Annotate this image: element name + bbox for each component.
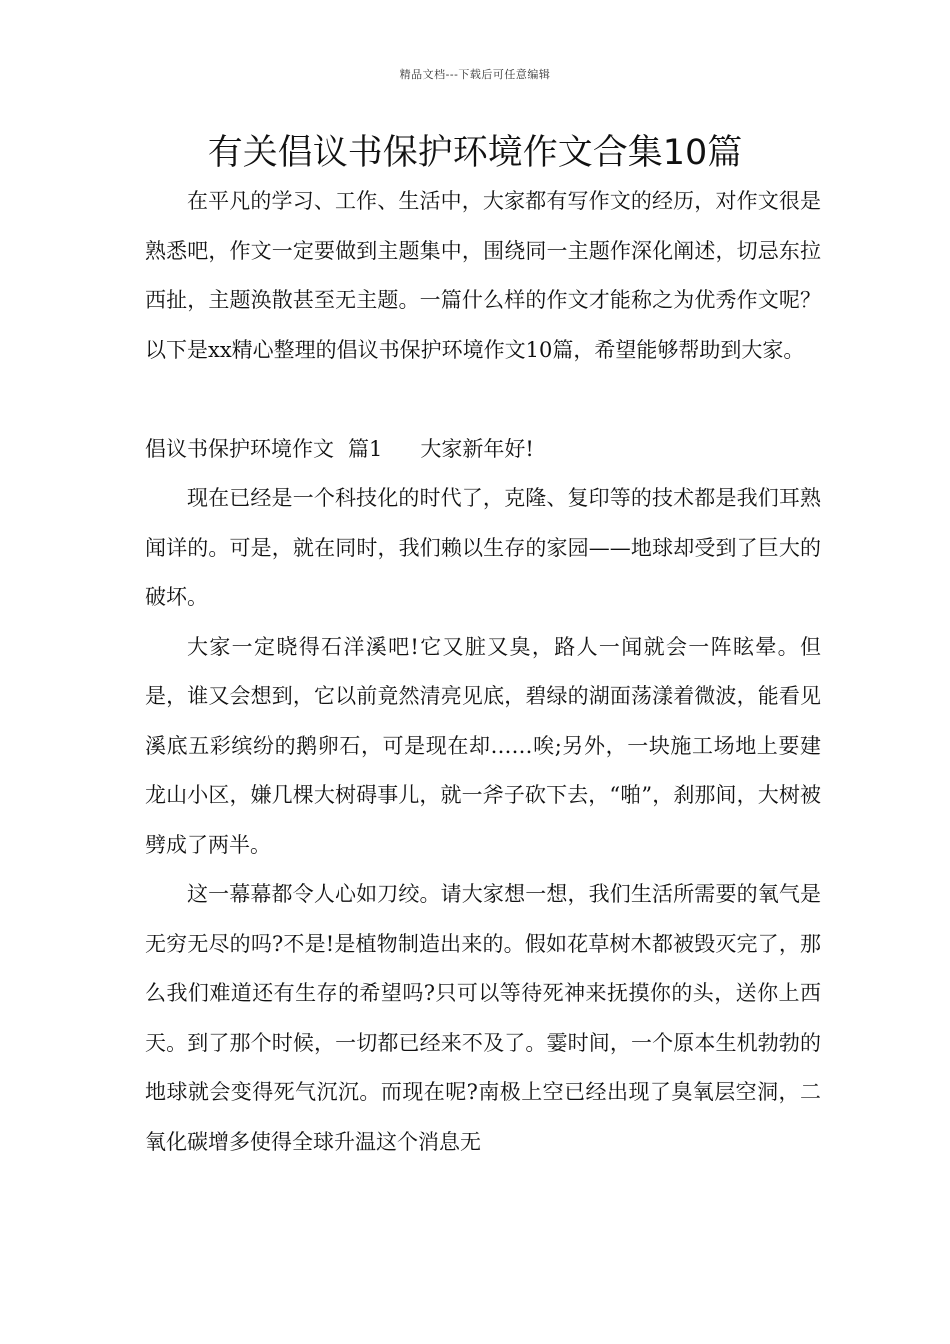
body-paragraph: 这一幕幕都令人心如刀绞。请大家想一想，我们生活所需要的氧气是无穷无尽的吗?不是!是植物制造出来的。假如花草树木都被毁灭完了，那么我们难道还有生存的希望吗?只可以等待死神来抚摸你的头，送你上西天。到了那个时候，一切都已经来不及了。霎时间，一个原本生机勃勃的地球就会变得死气沉沉。而现在呢?南极上空已经出现了臭氧层空洞，二氧化碳增多使得全球升温这个消息无 [145,882,821,1154]
header-note: 精品文档---下载后可任意编辑 [399,68,551,81]
section-number: 篇1 [348,436,383,461]
blank-line [145,375,821,425]
document-title: 有关倡议书保护环境作文合集10篇 [207,133,743,173]
intro-paragraph: 在平凡的学习、工作、生活中，大家都有写作文的经历，对作文很是熟悉吧，作文一定要做到主题集中，围绕同一主题作深化阐述，切忌东拉西扯，主题涣散甚至无主题。一篇什么样的作文才能称之为优秀作文呢？以下是xx精心整理的倡议书保护环境作文10篇，希望能够帮助到大家。 [145,189,821,362]
document-body [145,177,821,1167]
body-paragraph: 现在已经是一个科技化的时代了，克隆、复印等的技术都是我们耳熟闻详的。可是，就在同时，我们赖以生存的家园——地球却受到了巨大的破坏。 [145,486,821,609]
section-heading-line [145,425,821,475]
section-greeting: 大家新年好! [420,436,534,461]
section-heading: 倡议书保护环境作文 [145,436,334,461]
body-paragraph: 大家一定晓得石洋溪吧!它又脏又臭，路人一闻就会一阵眩晕。但是，谁又会想到，它以前竟然清亮见底，碧绿的湖面荡漾着微波，能看见溪底五彩缤纷的鹅卵石，可是现在却……唉;另外，一块施工场地上要建龙山小区，嫌几棵大树碍事儿，就一斧子砍下去，“啪”，刹那间，大树被劈成了两半。 [145,634,821,857]
